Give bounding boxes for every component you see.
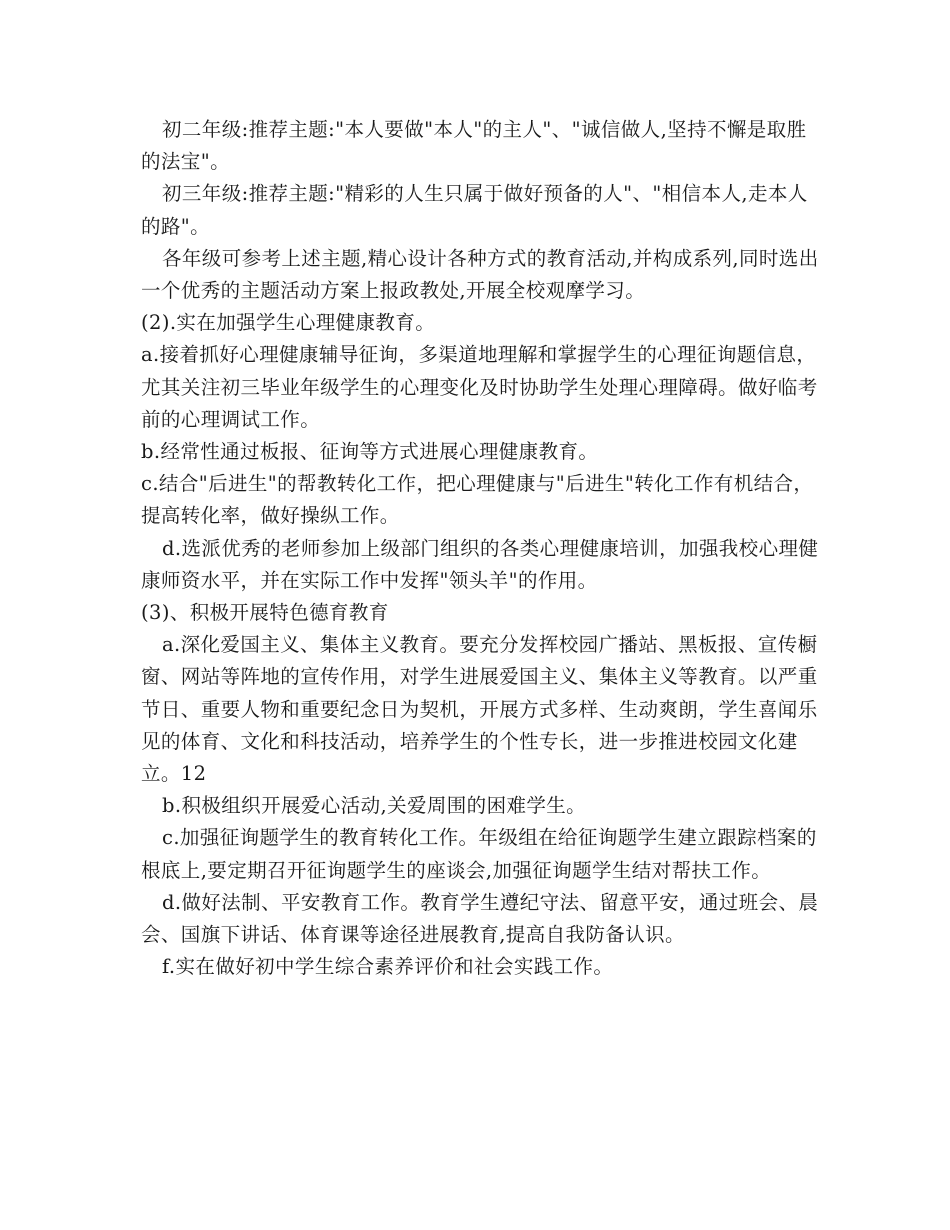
list-item-d-legal-safety: d.做好法制、平安教育工作。教育学生遵纪守法、留意平安，通过班会、晨会、国旗下讲话、体育课等途径进展教育,提高自我防备认识。 bbox=[141, 890, 819, 947]
section-heading-moral-education: (3)、积极开展特色德育教育 bbox=[141, 601, 389, 625]
list-item-c-problem-students: c.加强征询题学生的教育转化工作。年级组在给征询题学生建立跟踪档案的根底上,要定期召开征询题学生的座谈会,加强征询题学生结对帮扶工作。 bbox=[141, 826, 817, 882]
paragraph-grade2-theme: 初二年级:推荐主题:"本人要做"本人"的主人"、"诚信做人,坚持不懈是取胜的法宝"。 bbox=[141, 118, 807, 174]
list-item-b-charity: b.积极组织开展爱心活动,关爱周围的困难学生。 bbox=[162, 794, 587, 818]
list-item-b-blackboard: b.经常性通过板报、征询等方式进展心理健康教育。 bbox=[141, 440, 599, 464]
list-item-d-training: d.选派优秀的老师参加上级部门组织的各类心理健康培训，加强我校心理健康师资水平，并在实际工作中发挥"领头羊"的作用。 bbox=[141, 536, 819, 592]
section-heading-mental-health: (2).实在加强学生心理健康教育。 bbox=[141, 311, 436, 335]
list-item-a-patriotism: a.深化爱国主义、集体主义教育。要充分发挥校园广播站、黑板报、宣传橱窗、网站等阵地的宣传作用，对学生进展爱国主义、集体主义等教育。以严重节日、重要人物和重要纪念日为契机，开展方式多样、生动爽朗，学生喜闻乐见的体育、文化和科技活动，培养学生的个性专长，进一步推进校园文化建立。12 bbox=[141, 633, 818, 786]
list-item-a-counseling: a.接着抓好心理健康辅导征询，多渠道地理解和掌握学生的心理征询题信息，尤其关注初三毕业年级学生的心理变化及时协助学生处理心理障碍。做好临考前的心理调试工作。 bbox=[141, 343, 818, 431]
paragraph-grade-activities: 各年级可参考上述主题,精心设计各种方式的教育活动,并构成系列,同时选出一个优秀的主题活动方案上报政教处,开展全校观摩学习。 bbox=[141, 246, 819, 303]
list-item-c-students: c.结合"后进生"的帮教转化工作，把心理健康与"后进生"转化工作有机结合，提高转化率，做好操纵工作。 bbox=[141, 472, 814, 528]
document-body bbox=[141, 114, 821, 983]
paragraph-grade3-theme: 初三年级:推荐主题:"精彩的人生只属于做好预备的人"、"相信本人,走本人的路"。 bbox=[141, 182, 808, 238]
list-item-f-evaluation: f.实在做好初中学生综合素养评价和社会实践工作。 bbox=[162, 955, 614, 979]
